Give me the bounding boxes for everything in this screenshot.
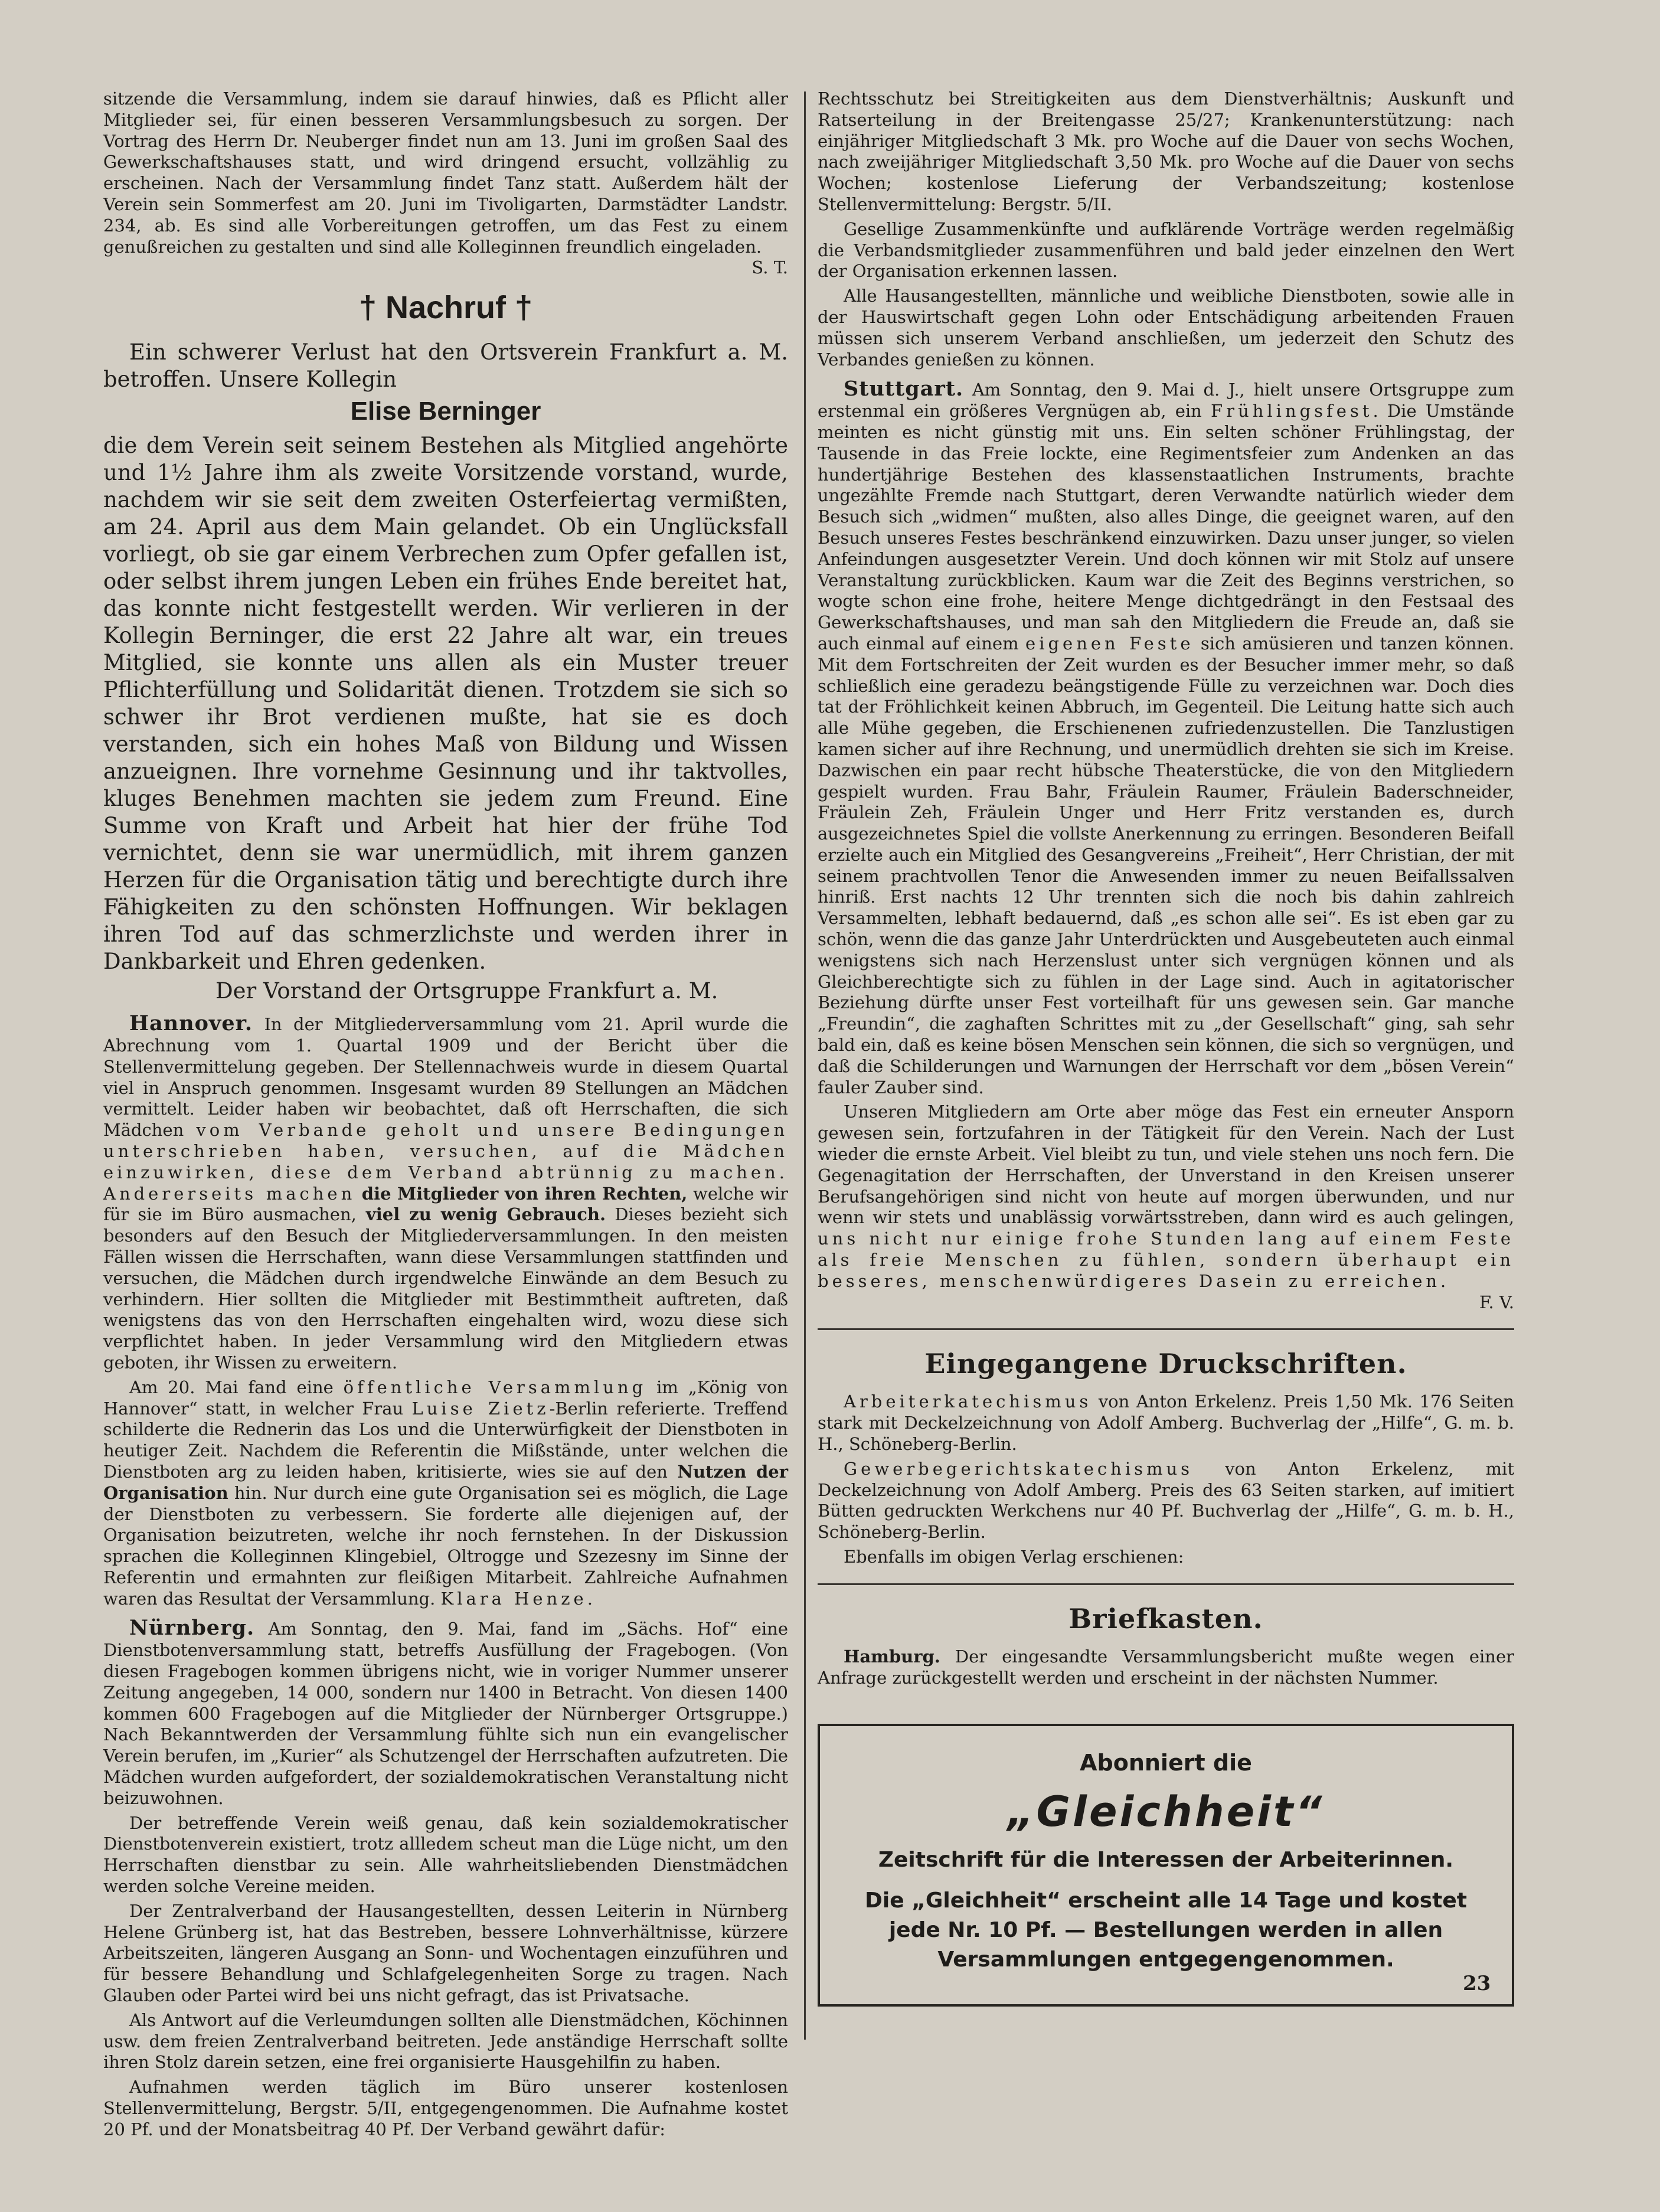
briefkasten-heading: Briefkasten. xyxy=(1068,1602,1263,1635)
nuernberg-p5: Aufnahmen werden täglich im Büro unserer kostenlosen Stellenvermittelung, Bergstr. 5/II, entgegengenommen. Die Aufnahme kostet 20 Pf. und der Monatsbeitrag 40 Pf. Der Verband gewährt dafür: xyxy=(103,2077,788,2139)
druckschrift-item-2: Gewerbegerichtskatechismus von Anton Erkelenz, mit Deckelzeichnung von Adolf Amberg. Preis des 63 Seiten starken, auf imitiert Bütten gedruckten Werkchens nur 40 Pf. Buchverlag der „Hilfe“, G. m. b. H., Schöneberg-Berlin. xyxy=(818,1458,1514,1543)
place-stuttgart: Stuttgart. xyxy=(844,377,964,401)
druckschrift-item-1: Arbeiterkatechismus von Anton Erkelenz. Preis 1,50 Mk. 176 Seiten stark mit Deckelzeichnung von Adolf Amberg. Buchverlag der „Hilfe“, G. m. b. H., Schöneberg-Berlin. xyxy=(818,1391,1514,1455)
nachruf-signature: Der Vorstand der Ortsgruppe Frankfurt a. M. xyxy=(215,978,718,1004)
briefkasten-entry: Hamburg. Der eingesandte Versammlungsbericht mußte wegen einer Anfrage zurückgestellt werden und erscheint in der nächsten Nummer. xyxy=(818,1646,1514,1688)
left-column xyxy=(103,89,788,2144)
ad-line-abonniert: Abonniert die xyxy=(1080,1750,1252,1776)
continued-p2: Gesellige Zusammenkünfte und aufklärende Vorträge werden regelmäßig die Verbandsmitglieder zusammenführen und bald jeder einzelnen den Wert der Organisation erkennen lassen. xyxy=(818,218,1514,282)
nuernberg-report: Nürnberg. Am Sonntag, den 9. Mai, fand im „Sächs. Hof“ eine Dienstbotenversammlung statt, betreffs Ausfüllung der Fragebogen. (Von diesen Fragebogen kommen übrigens nicht, wie in voriger Nummer unserer Zeitung angegeben, 14 000, sondern nur 1400 in Betracht. Von diesen 1400 kommen 600 Fragebogen auf die Mitglieder der Nürnberger Ortsgruppe.) Nach Bekanntwerden der Versammlung fühlte sich nun ein evangelischer Verein berufen, im „Kurier“ als Schutzengel der Herrschaften aufzutreten. Die Mädchen wurden aufgefordert, der sozialdemokratischen Veranstaltung nicht beizuwohnen. xyxy=(103,1616,789,1808)
nuernberg-p2: Der betreffende Verein weiß genau, daß kein sozialdemokratischer Dienstbotenverein existiert, trotz allledem scheut man die Lüge nicht, um den Herrschaften dienstbar zu sein. Alle wahrheitsliebenden Dienstmädchen werden solche Vereine meiden. xyxy=(103,1812,788,1897)
druckschriften-heading: Eingegangene Druckschriften. xyxy=(924,1348,1407,1380)
nachruf-intro: Ein schwerer Verlust hat den Ortsverein Frankfurt a. M. betroffen. Unsere Kollegin xyxy=(103,339,788,393)
place-hannover: Hannover. xyxy=(129,1011,253,1036)
section-divider xyxy=(818,1328,1514,1330)
column-rule xyxy=(804,92,806,2040)
stuttgart-p2: Unseren Mitgliedern am Orte aber möge das Fest ein erneuter Ansporn gewesen sein, fortzufahren in der Tätigkeit für den Verein. Nach der Lust wieder die ernste Arbeit. Viel bleibt zu tun, und viele stehen uns noch fern. Die Gegenagitation der Herrschaften, der Unverstand in den Kreisen unserer Berufsangehörigen sind nicht von heute auf morgen überwunden, und nur wenn wir stets und unablässig vorwärtsstreben, dann wird es auch gelingen, uns nicht nur einige frohe Stunden lang auf einem Feste als freie Menschen zu fühlen, sondern überhaupt ein besseres, menschenwürdigeres Dasein zu erreichen. F. V. xyxy=(818,1102,1514,1312)
right-column xyxy=(818,89,1514,2007)
ad-subtitle: Zeitschrift für die Interessen der Arbeiterinnen. xyxy=(878,1848,1454,1873)
continued-p1: Rechtsschutz bei Streitigkeiten aus dem Dienstverhältnis; Auskunft und Ratserteilung in der Breitengasse 25/27; Krankenunterstützung: nach einjähriger Mitgliedschaft 3 Mk. pro Woche auf die Dauer von sechs Wochen, nach zweijähriger Mitgliedschaft 3,50 Mk. pro Woche auf die Dauer von sechs Wochen; kostenlose Lieferung der Verbandszeitung; kostenlose Stellenvermittelung: Bergstr. 5/II. xyxy=(818,89,1514,214)
page-number: 23 xyxy=(1463,1972,1491,1995)
stuttgart-signature: F. V. xyxy=(1479,1292,1514,1312)
place-nuernberg: Nürnberg. xyxy=(129,1616,255,1641)
nuernberg-p3: Der Zentralverband der Hausangestellten, dessen Leiterin in Nürnberg Helene Grünberg ist, hat das Bestreben, bessere Lohnverhältnisse, kürzere Arbeitszeiten, längeren Ausgang an Sonn- und Wochentagen einzuführen und für bessere Behandlung und Schlafgelegenheiten Sorge zu tragen. Nach Glauben oder Partei wird bei uns nicht gefragt, das ist Privatsache. xyxy=(103,1900,788,2006)
nachruf-title: † Nachruf † xyxy=(358,290,533,326)
hannover-signature: Klara Henze. xyxy=(440,1588,596,1609)
ad-title-gleichheit: „Gleichheit“ xyxy=(1007,1788,1325,1837)
nuernberg-p4: Als Antwort auf die Verleumdungen sollten alle Dienstmädchen, Köchinnen usw. dem freien Zentralverband beitreten. Jede anständige Herrschaft sollte ihren Stolz darein setzen, eine frei organisierte Hausgehilfin zu haben. xyxy=(103,2010,788,2073)
intro-signature: S. T. xyxy=(751,257,788,278)
ad-details: Die „Gleichheit“ erscheint alle 14 Tage und kostet jede Nr. 10 Pf. — Bestellungen werden in allen Versammlungen entgegengenommen. xyxy=(865,1888,1467,1972)
druckschrift-note: Ebenfalls im obigen Verlag erschienen: xyxy=(844,1547,1184,1567)
nachruf-body: die dem Verein seit seinem Bestehen als Mitglied angehörte und 1½ Jahre ihm als zweite Vorsitzende vorstand, wurde, nachdem wir sie seit dem zweiten Osterfeiertag vermißten, am 24. April aus dem Main gelandet. Ob ein Unglücksfall vorliegt, ob sie gar einem Verbrechen zum Opfer gefallen ist, oder selbst ihrem jungen Leben ein frühes Ende bereitet hat, das konnte nicht festgestellt werden. Wir verlieren in der Kollegin Berninger, die erst 22 Jahre alt war, ein treues Mitglied, sie konnte uns allen als ein Muster treuer Pflichterfüllung und Solidarität dienen. Trotzdem sie sich so schwer ihr Brot verdienen mußte, hat sie es doch verstanden, sich ein hohes Maß von Bildung und Wissen anzueignen. Ihre vornehme Gesinnung und ihr taktvolles, kluges Benehmen machten sie jedem zum Freund. Eine Summe von Kraft und Arbeit hat hier der frühe Tod vernichtet, denn sie war unermüdlich, mit ihrem ganzen Herzen für die Organisation tätig und berechtigte durch ihre Fähigkeiten zu den schönsten Hoffnungen. Wir beklagen ihren Tod auf das schmerzlichste und werden ihrer in Dankbarkeit und Ehren gedenken. xyxy=(103,433,788,975)
hannover-report: Hannover. In der Mitgliederversammlung vom 21. April wurde die Abrechnung vom 1. Quartal 1909 und der Bericht über die Stellenvermittelung gegeben. Der Stellennachweis wurde in diesem Quartal viel in Anspruch genommen. Insgesamt wurden 89 Stellungen an Mädchen vermittelt. Leider haben wir beobachtet, daß oft Herrschaften, die sich Mädchen vom Verbande geholt und unsere Bedingungen unterschrieben haben, versuchen, auf die Mädchen einzuwirken, diese dem Verband abtrünnig zu machen. Andererseits machen die Mitglieder von ihren Rechten, welche wir für sie im Büro ausmachen, viel zu wenig Gebrauch. Dieses bezieht sich besonders auf den Besuch der Mitgliederversammlungen. In den meisten Fällen wissen die Herrschaften, wann diese Versammlungen stattfinden und versuchen, die Mädchen durch irgendwelche Einwände an dem Besuch zu verhindern. Hier sollten die Mitglieder mit Bestimmtheit auftreten, daß wenigstens das von den Herrschaften eingehalten wird, wozu diese sich verpflichtet haben. In jeder Versammlung wird den Mitgliedern etwas geboten, ihr Wissen zu erweitern. xyxy=(103,1011,789,1373)
deceased-name: Elise Berninger xyxy=(350,397,541,426)
subscription-ad-box xyxy=(818,1724,1514,2007)
intro-paragraph: sitzende die Versammlung, indem sie darauf hinwies, daß es Pflicht aller Mitglieder sei, für einen besseren Versammlungsbesuch zu sorgen. Der Vortrag des Herrn Dr. Neuberger findet nun am 13. Juni im großen Saal des Gewerkschaftshauses statt, und wird dringend ersucht, vollzählig zu erscheinen. Nach der Versammlung findet Tanz statt. Außerdem hält der Verein sein Sommerfest am 20. Juni im Tivoligarten, Darmstädter Landstr. 234, ab. Es sind alle Vorbereitungen getroffen, um das Fest zu einem genußreichen zu gestalten und sind alle Kolleginnen freundlich eingeladen. S. T. xyxy=(103,89,788,278)
hannover-report-2: Am 20. Mai fand eine öffentliche Versammlung im „König von Hannover“ statt, in welcher Frau Luise Zietz-Berlin referierte. Treffend schilderte die Rednerin das Los und die Unterwürfigkeit der Dienstboten in heutiger Zeit. Nachdem die Referentin die Mißstände, unter welchen die Dienstboten arg zu leiden haben, kritisierte, wies sie auf den Nutzen der Organisation hin. Nur durch eine gute Organisation sei es möglich, die Lage der Dienstboten zu verbessern. Sie forderte alle diejenigen auf, der Organisation beizutreten, welche ihr noch fernstehen. In der Diskussion sprachen die Kolleginnen Klingebiel, Oltrogge und Szezesny im Sinne der Referentin und ermahnten zur fleißigen Mitarbeit. Zahlreiche Aufnahmen waren das Resultat der Versammlung. Klara Henze. xyxy=(103,1377,788,1609)
continued-p3: Alle Hausangestellten, männliche und weibliche Dienstboten, sowie alle in der Hauswirtschaft gegen Lohn oder Entschädigung arbeitenden Frauen müssen sich unserem Verband anschließen, um jederzeit den Schutz des Verbandes genießen zu können. xyxy=(818,286,1514,370)
section-divider-2 xyxy=(818,1583,1514,1585)
stuttgart-report: Stuttgart. Am Sonntag, den 9. Mai d. J., hielt unsere Ortsgruppe zum erstenmal ein größeres Vergnügen ab, ein Frühlingsfest. Die Umstände meinten es nicht günstig mit uns. Ein selten schöner Frühlingstag, der Tausende in das Freie lockte, eine Regimentsfeier zum Andenken an das hundertjährige Bestehen des klassenstaatlichen Instruments, brachte ungezählte Fremde nach Stuttgart, deren Verwandte natürlich wieder dem Besuch sich „widmen“ mußten, also alles Dinge, die geeignet waren, auf den Besuch unseres Festes beschränkend einzuwirken. Dazu unser junger, so vielen Anfeindungen ausgesetzter Verein. Und doch können wir mit Stolz auf unsere Veranstaltung zurückblicken. Kaum war die Zeit des Beginns verstrichen, so wogte schon eine frohe, heitere Menge dichtgedrängt in den Festsaal des Gewerkschaftshauses, und man sah den Mitgliedern die Freude an, daß sie auch einmal auf einem eigenen Feste sich amüsieren und tanzen können. Mit dem Fortschreiten der Zeit wurden es der Besucher immer mehr, so daß schließlich eine geradezu beängstigende Fülle zu verzeichnen war. Doch dies tat der Fröhlichkeit keinen Abbruch, im Gegenteil. Die Leitung hatte sich auch alle Mühe gegeben, die Erschienenen zufriedenzustellen. Die Tanzlustigen kamen sicher auf ihre Rechnung, und unermüdlich drehten sie sich im Kreise. Dazwischen ein paar recht hübsche Theaterstücke, die von den Mitgliedern gespielt wurden. Frau Bahr, Fräulein Raumer, Fräulein Baderschneider, Fräulein Zeh, Fräulein Unger und Herr Fritz verstanden es, durch ausgezeichnetes Spiel die vollste Anerkennung zu erringen. Besonderen Beifall erzielte auch ein Mitglied des Gesangvereins „Freiheit“, Herr Christian, der mit seinem prachtvollen Tenor die Anwesenden immer zu neuen Beifallssalven hinriß. Erst nachts 12 Uhr trennten sich die noch bis dahin zahlreich Versammelten, lebhaft bedauernd, daß „es schon alle sei“. Es ist eben gar zu schön, wenn die das ganze Jahr Unterdrückten und Ausgebeuteten auch einmal wenigstens sich nach Herzenslust unter sich vergnügen können und als Gleichberechtigte sich zu fühlen in der Lage sind. Auch in agitatorischer Beziehung dürfte unser Fest vorteilhaft für uns gewesen sein. Gar manche „Freundin“, die zaghaften Schrittes mit zu „der Gesellschaft“ ging, sah sehr bald ein, daß es keine bösen Menschen sein können, die sich so vergnügen, und daß die Schilderungen und Warnungen der Herrschaft vor dem „bösen Verein“ fauler Zauber sind. xyxy=(818,377,1514,1097)
